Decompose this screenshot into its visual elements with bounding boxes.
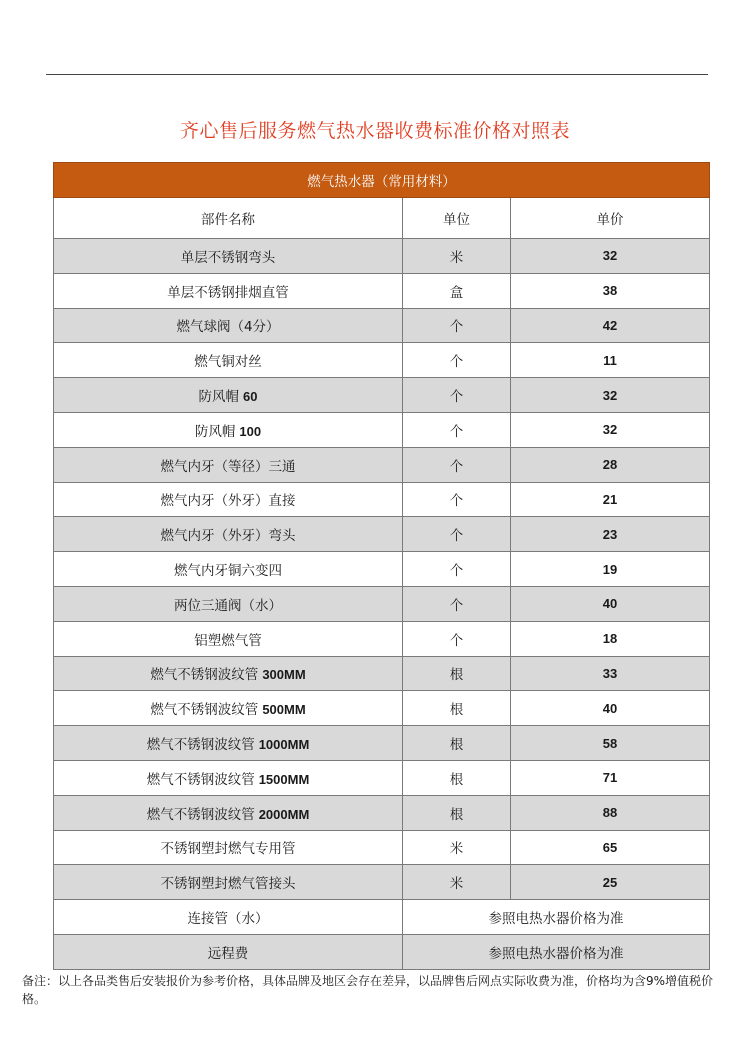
column-header-name: 部件名称 <box>54 198 403 239</box>
part-name: 燃气球阀（4分） <box>176 319 280 336</box>
price-cell: 71 <box>511 760 710 795</box>
table-row <box>54 795 710 830</box>
unit-cell: 个 <box>403 621 511 656</box>
part-name-cell <box>54 691 403 726</box>
section-header-row <box>54 163 710 198</box>
part-name-cell <box>54 552 403 587</box>
unit-cell: 米 <box>403 830 511 865</box>
price-cell: 33 <box>511 656 710 691</box>
price-cell: 38 <box>511 273 710 308</box>
part-name-cell <box>54 760 403 795</box>
part-name-cell <box>54 621 403 656</box>
unit-cell: 个 <box>403 378 511 413</box>
table-row <box>54 308 710 343</box>
price-cell: 40 <box>511 586 710 621</box>
part-name: 防风帽 <box>194 423 236 440</box>
part-name-cell <box>54 656 403 691</box>
unit-cell: 米 <box>403 239 511 274</box>
merged-price-cell: 参照电热水器价格为准 <box>403 934 710 969</box>
price-cell: 19 <box>511 552 710 587</box>
table-row <box>54 482 710 517</box>
part-name: 防风帽 <box>198 389 240 406</box>
price-cell: 11 <box>511 343 710 378</box>
table-row <box>54 830 710 865</box>
part-name: 单层不锈钢弯头 <box>180 249 276 266</box>
price-cell: 58 <box>511 726 710 761</box>
table-row <box>54 726 710 761</box>
part-name: 燃气内牙铜六变四 <box>174 563 282 580</box>
part-spec: 60 <box>243 389 258 405</box>
unit-cell: 根 <box>403 656 511 691</box>
unit-cell: 根 <box>403 760 511 795</box>
part-spec: 100 <box>239 423 262 439</box>
merged-price-cell: 参照电热水器价格为准 <box>403 900 710 935</box>
table-row-merged <box>54 900 710 935</box>
part-name-cell <box>54 795 403 830</box>
price-cell: 88 <box>511 795 710 830</box>
unit-cell: 个 <box>403 308 511 343</box>
part-name-cell <box>54 482 403 517</box>
part-name: 燃气内牙（外牙）弯头 <box>160 528 296 545</box>
column-header-price: 单价 <box>511 198 710 239</box>
price-cell: 40 <box>511 691 710 726</box>
section-header: 燃气热水器（常用材料） <box>54 163 710 198</box>
unit-cell: 个 <box>403 482 511 517</box>
table-row <box>54 656 710 691</box>
table-row <box>54 621 710 656</box>
part-name: 不锈钢塑封燃气管接头 <box>160 876 296 893</box>
part-name: 燃气铜对丝 <box>194 354 262 371</box>
part-spec: 500MM <box>262 702 306 718</box>
part-name-cell <box>54 865 403 900</box>
price-cell: 42 <box>511 308 710 343</box>
price-cell: 23 <box>511 517 710 552</box>
unit-cell: 根 <box>403 691 511 726</box>
column-header-row <box>54 198 710 239</box>
table-row <box>54 239 710 274</box>
part-spec: 300MM <box>262 667 306 683</box>
part-spec: 2000MM <box>258 806 310 822</box>
unit-cell: 根 <box>403 795 511 830</box>
unit-cell: 米 <box>403 865 511 900</box>
table-row <box>54 447 710 482</box>
part-name-cell <box>54 726 403 761</box>
part-name-cell <box>54 830 403 865</box>
table-body <box>54 239 710 970</box>
page-title: 齐心售后服务燃气热水器收费标准价格对照表 <box>179 120 570 142</box>
table-row-merged <box>54 934 710 969</box>
part-name: 不锈钢塑封燃气专用管 <box>160 841 296 858</box>
part-name: 燃气内牙（外牙）直接 <box>160 493 296 510</box>
price-cell: 65 <box>511 830 710 865</box>
price-cell: 21 <box>511 482 710 517</box>
table-row <box>54 412 710 447</box>
part-name-cell <box>54 586 403 621</box>
unit-cell: 盒 <box>403 273 511 308</box>
price-table <box>53 162 710 970</box>
unit-cell: 个 <box>403 412 511 447</box>
table-row <box>54 691 710 726</box>
part-name-cell <box>54 412 403 447</box>
part-name-cell <box>54 517 403 552</box>
price-cell: 18 <box>511 621 710 656</box>
part-spec: 1500MM <box>258 771 310 787</box>
table-row <box>54 517 710 552</box>
part-name: 燃气不锈钢波纹管 <box>150 667 259 684</box>
part-name: 燃气不锈钢波纹管 <box>146 806 255 823</box>
part-name: 燃气不锈钢波纹管 <box>146 771 255 788</box>
part-name-cell <box>54 273 403 308</box>
unit-cell: 个 <box>403 343 511 378</box>
unit-cell: 个 <box>403 552 511 587</box>
table-row <box>54 378 710 413</box>
part-name-cell: 连接管（水） <box>54 900 403 935</box>
part-name: 燃气不锈钢波纹管 <box>146 737 255 754</box>
part-name: 燃气内牙（等径）三通 <box>160 458 296 475</box>
unit-cell: 根 <box>403 726 511 761</box>
unit-cell: 个 <box>403 586 511 621</box>
part-name-cell <box>54 447 403 482</box>
price-cell: 25 <box>511 865 710 900</box>
table-row <box>54 552 710 587</box>
table-row <box>54 586 710 621</box>
price-cell: 32 <box>511 239 710 274</box>
price-cell: 28 <box>511 447 710 482</box>
footnote: 备注：以上各品类售后安装报价为参考价格，具体品牌及地区会存在差异，以品牌售后网点实际收费为准，价格均为含9%增值税价格。 <box>22 974 714 1006</box>
part-spec: 1000MM <box>258 737 310 753</box>
top-divider <box>46 74 708 75</box>
unit-cell: 个 <box>403 447 511 482</box>
part-name: 铝塑燃气管 <box>194 632 262 649</box>
unit-cell: 个 <box>403 517 511 552</box>
price-cell: 32 <box>511 412 710 447</box>
table-row <box>54 273 710 308</box>
column-header-unit: 单位 <box>403 198 511 239</box>
part-name: 单层不锈钢排烟直管 <box>167 284 289 301</box>
price-cell: 32 <box>511 378 710 413</box>
table-row <box>54 760 710 795</box>
table-row <box>54 865 710 900</box>
table-row <box>54 343 710 378</box>
part-name-cell <box>54 343 403 378</box>
part-name: 两位三通阀（水） <box>174 597 282 614</box>
part-name-cell <box>54 378 403 413</box>
part-name-cell: 远程费 <box>54 934 403 969</box>
part-name-cell <box>54 308 403 343</box>
part-name-cell <box>54 239 403 274</box>
part-name: 燃气不锈钢波纹管 <box>150 702 259 719</box>
